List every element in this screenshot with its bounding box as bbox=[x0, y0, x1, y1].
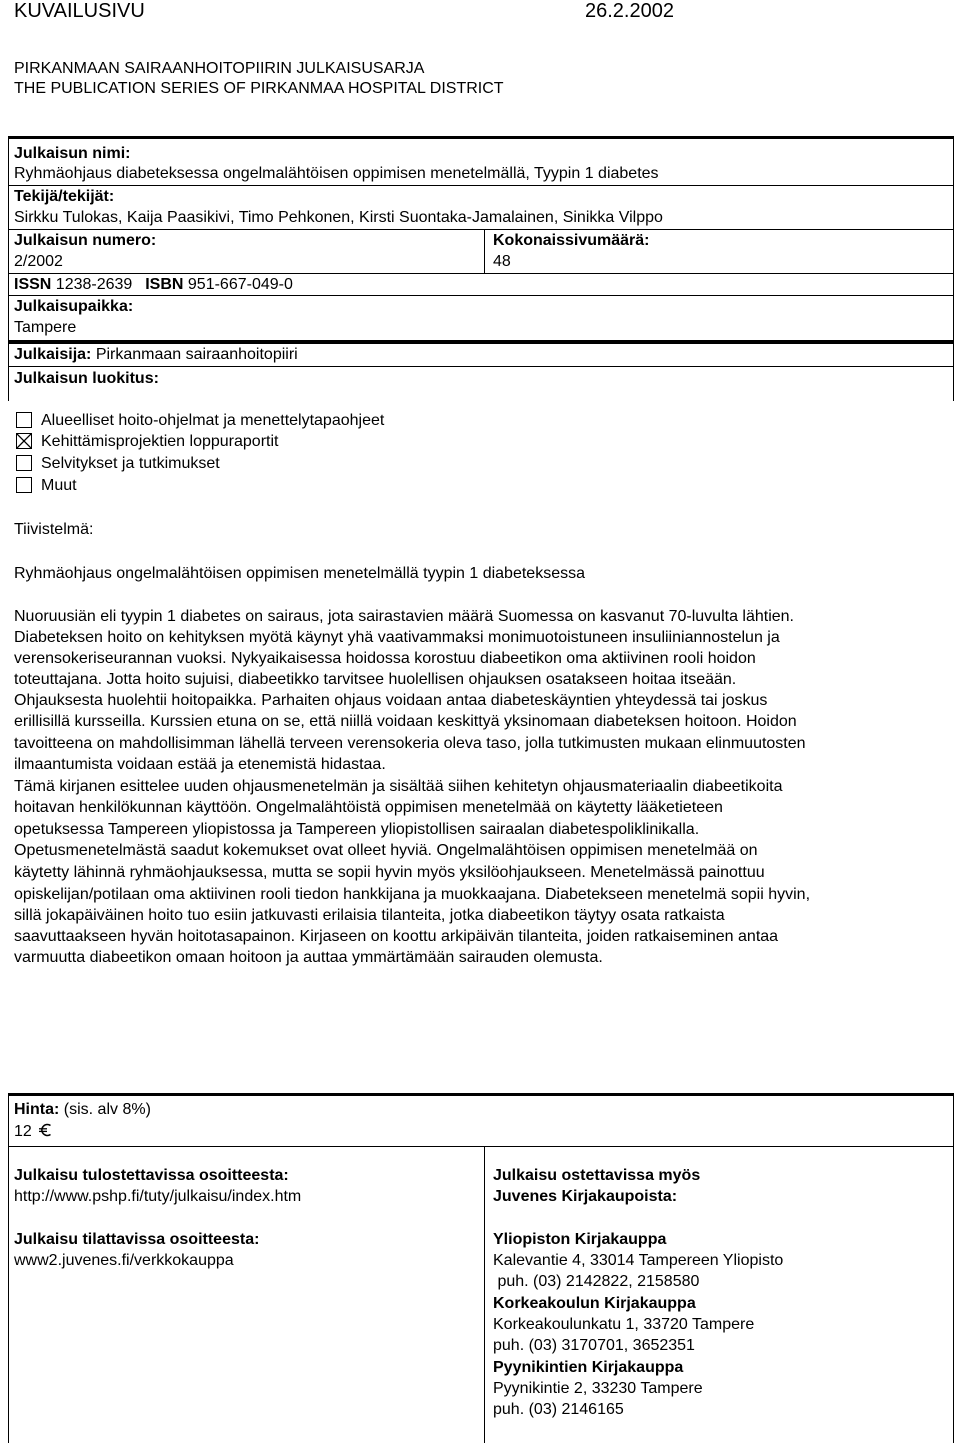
checkbox-regional-care-programs[interactable] bbox=[16, 412, 32, 428]
publication-place-value: Tampere bbox=[14, 319, 77, 336]
divider bbox=[8, 295, 954, 296]
store-address: Korkeakoulunkatu 1, 33720 Tampere bbox=[493, 1316, 755, 1333]
publisher-value: Pirkanmaan sairaanhoitopiiri bbox=[95, 346, 298, 363]
issn-value: 1238-2639 bbox=[55, 276, 133, 293]
abstract-line: saavuttaakseen hyvän hoitotasapainon. Kirjaseen on koottu arkipäivän tilanteita, joiden ratkaiseminen antaa bbox=[14, 928, 779, 945]
series-title-fi: PIRKANMAAN SAIRAANHOITOPIIRIN JULKAISUSARJA bbox=[14, 60, 425, 77]
price-note: (sis. alv 8%) bbox=[63, 1101, 151, 1118]
option-label: Kehittämisprojektien loppuraportit bbox=[41, 433, 279, 450]
authors-value: Sirkku Tulokas, Kaija Paasikivi, Timo Pehkonen, Kirsti Suontaka-Jamalainen, Sinikka Vilppo bbox=[14, 209, 663, 226]
store-phone: puh. (03) 2146165 bbox=[493, 1401, 624, 1418]
abstract-line: Tämä kirjanen esittelee uuden ohjausmenetelmän ja sisältää siihen kehitetyn ohjausmateriaalin diabeetikoita bbox=[14, 778, 783, 795]
abstract-line: Ohjauksesta huolehtii hoitopaikka. Parhaiten ohjaus voidaan antaa diabeteskäyntien yhteydessä tai joskus bbox=[14, 692, 768, 709]
issn-isbn-row bbox=[14, 274, 293, 295]
store-address: Kalevantie 4, 33014 Tampereen Yliopisto bbox=[493, 1252, 784, 1269]
publication-name-value: Ryhmäohjaus diabeteksessa ongelmalähtöisen oppimisen menetelmällä, Tyypin 1 diabetes bbox=[14, 165, 659, 182]
option-label: Selvitykset ja tutkimukset bbox=[41, 455, 220, 472]
publication-number-value: 2/2002 bbox=[14, 253, 63, 270]
price-label: Hinta: bbox=[14, 1101, 60, 1118]
publication-number-label: Julkaisun numero: bbox=[14, 232, 157, 249]
price-value-row bbox=[14, 1121, 52, 1142]
abstract-line: käytetty lähinnä ryhmäohjauksessa, mutta se sopii hyvin myös yksilöohjaukseen. Menetelmässä painottuu bbox=[14, 864, 765, 881]
abstract-line: tavoitteena on mahdollisimman lähellä terveen verensokeria oleva taso, jolla tutkimusten mukaan elinmuutosten bbox=[14, 735, 806, 752]
option-label: Alueelliset hoito-ohjelmat ja menettelytapaohjeet bbox=[41, 412, 385, 429]
abstract-line: toteuttajana. Jotta hoito sujuisi, diabeetikko tarvitsee huolellisen ohjauksen osatakseen hoitaa itseään. bbox=[14, 671, 737, 688]
divider bbox=[8, 366, 954, 367]
print-url-link[interactable]: http://www.pshp.fi/tuty/julkaisu/index.htm bbox=[14, 1188, 302, 1205]
abstract-line: varmuutta diabeetikon omaan hoitoon ja auttaa ymmärtämään sairauden olemusta. bbox=[14, 949, 603, 966]
abstract-line: verensokeriseurannan vuoksi. Nykyaikaisessa hoidossa korostuu diabeetikon oma aktiivinen rooli hoidon bbox=[14, 650, 756, 667]
store-phone: puh. (03) 2142822, 2158580 bbox=[493, 1273, 700, 1290]
abstract-line: Nuoruusiän eli tyypin 1 diabetes on sairaus, jota sairastavien määrä Suomessa on kasvanut 70-luvulta lähtien. bbox=[14, 608, 794, 625]
divider bbox=[8, 185, 954, 186]
checkbox-reports-studies[interactable] bbox=[16, 455, 32, 471]
abstract-line: opetuksessa Tampereen yliopistossa ja Tampereen yliopistollisen sairaalan diabetespoliklinikalla. bbox=[14, 821, 700, 838]
euro-icon bbox=[38, 1122, 52, 1136]
price-row bbox=[14, 1099, 151, 1120]
publication-place-label: Julkaisupaikka: bbox=[14, 298, 134, 315]
page-title: KUVAILUSIVU bbox=[14, 0, 145, 22]
buy-also-label: Julkaisu ostettavissa myös bbox=[493, 1167, 701, 1184]
classification-label: Julkaisun luokitus: bbox=[14, 370, 159, 387]
isbn-value: 951-667-049-0 bbox=[187, 276, 293, 293]
abstract-line: sillä jokapäiväinen hoito tuo esiin jatkuvasti erilaisia tilanteita, jotka diabeetikon täytyy osata ratkaista bbox=[14, 907, 725, 924]
abstract-line: Opetusmenetelmästä saadut kokemukset ovat olleet hyviä. Ongelmalähtöisen oppimisen menetelmää on bbox=[14, 842, 758, 859]
order-available-label: Julkaisu tilattavissa osoitteesta: bbox=[14, 1231, 260, 1248]
abstract-line: Diabeteksen hoito on kehityksen myötä käynyt yhä vaativammaksi monimuotoistuneen insuliiniannostelun ja bbox=[14, 629, 780, 646]
issn-label: ISSN bbox=[14, 276, 52, 293]
column-divider bbox=[484, 229, 485, 273]
total-pages-label: Kokonaissivumäärä: bbox=[493, 232, 650, 249]
store-phone: puh. (03) 3170701, 3652351 bbox=[493, 1337, 695, 1354]
form-right-border bbox=[953, 136, 954, 401]
store-name: Pyynikintien Kirjakauppa bbox=[493, 1359, 684, 1376]
print-available-label: Julkaisu tulostettavissa osoitteesta: bbox=[14, 1167, 289, 1184]
checkbox-cross-icon bbox=[17, 434, 31, 448]
abstract-heading: Ryhmäohjaus ongelmalähtöisen oppimisen menetelmällä tyypin 1 diabeteksessa bbox=[14, 565, 585, 582]
price-value: 12 bbox=[14, 1123, 32, 1140]
column-divider bbox=[484, 1146, 485, 1443]
order-url-link[interactable]: www2.juvenes.fi/verkkokauppa bbox=[14, 1252, 234, 1269]
abstract-line: erillisillä kursseilla. Kurssien etuna on se, että niillä voidaan keskittyä yksinomaan diabeteksen hoitoon. Hoidon bbox=[14, 713, 797, 730]
divider bbox=[8, 1146, 954, 1147]
checkbox-other[interactable] bbox=[16, 477, 32, 493]
store-address: Pyynikintie 2, 33230 Tampere bbox=[493, 1380, 703, 1397]
page-date: 26.2.2002 bbox=[585, 0, 674, 22]
abstract-line: opiskelijan/potilaan oma aktiivinen rooli tiedon hankkijana ja muokkaajana. Diabetekseen menetelmä sopii hyvin, bbox=[14, 886, 811, 903]
authors-label: Tekijä/tekijät: bbox=[14, 188, 115, 205]
series-title-en: THE PUBLICATION SERIES OF PIRKANMAA HOSPITAL DISTRICT bbox=[14, 80, 504, 97]
publisher-row bbox=[14, 344, 298, 365]
abstract-line: hoitavan henkilökunnan käyttöön. Ongelmalähtöistä oppimisen menetelmää on käytetty lääketieteen bbox=[14, 799, 723, 816]
abstract-line: ilmaantumista voidaan estää ja etenemistä hidastaa. bbox=[14, 756, 386, 773]
abstract-label: Tiivistelmä: bbox=[14, 521, 94, 538]
form-top-rule bbox=[8, 136, 954, 139]
store-name: Yliopiston Kirjakauppa bbox=[493, 1231, 667, 1248]
checkbox-development-projects[interactable] bbox=[16, 433, 32, 449]
publisher-label: Julkaisija: bbox=[14, 346, 92, 363]
form-left-border bbox=[8, 136, 9, 401]
total-pages-value: 48 bbox=[493, 253, 511, 270]
isbn-label: ISBN bbox=[145, 276, 184, 293]
publication-name-label: Julkaisun nimi: bbox=[14, 145, 131, 162]
option-label: Muut bbox=[41, 477, 77, 494]
juvenes-stores-label: Juvenes Kirjakaupoista: bbox=[493, 1188, 678, 1205]
bottom-box-top-rule bbox=[8, 1093, 954, 1096]
store-name: Korkeakoulun Kirjakauppa bbox=[493, 1295, 696, 1312]
